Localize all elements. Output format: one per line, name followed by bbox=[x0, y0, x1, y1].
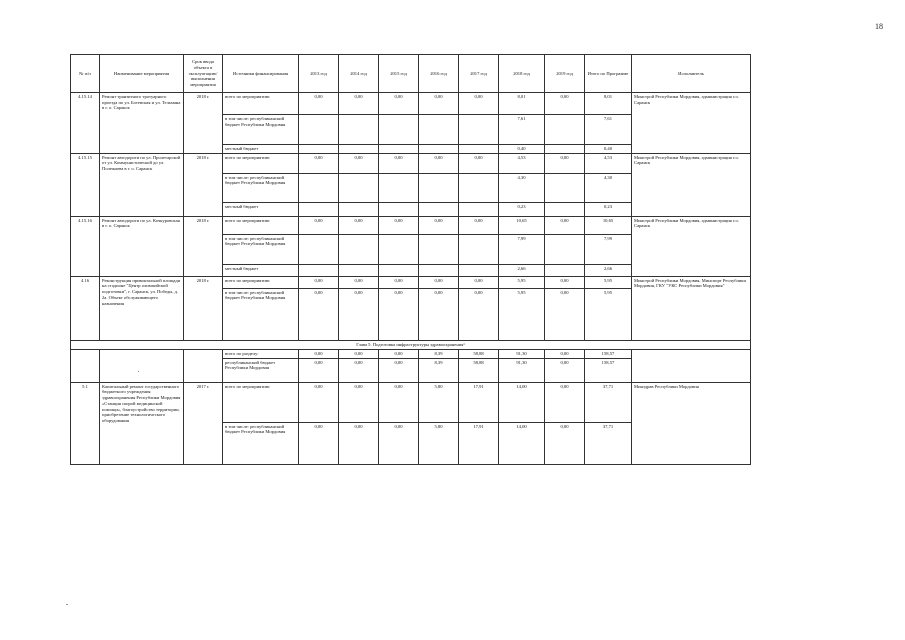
row-name: Капитальный ремонт государственного бюджетного учреждения здравоохранения Республики Мордовия «Станция скорой медицинской помощи», благоустройство территории, приобретение технологического оборудования bbox=[100, 382, 184, 464]
value-2018: 91,30 bbox=[499, 358, 545, 382]
value-total: 2,66 bbox=[585, 264, 632, 276]
value-2015: 0,00 bbox=[379, 349, 419, 358]
header-2019: 2019 год bbox=[545, 55, 585, 93]
value-2013: 0,00 bbox=[299, 422, 339, 464]
row-name: Ремонт автодороги по ул. Пролетарской от ул. Коммунистической до ул. Полежаева в г. о. Саранск bbox=[100, 153, 184, 216]
value-2015: 0,00 bbox=[379, 216, 419, 234]
value-2017: 17,91 bbox=[459, 422, 499, 464]
value-2013: 0,00 bbox=[299, 216, 339, 234]
value-2018: 10,65 bbox=[499, 216, 545, 234]
row-number: 4.15.14 bbox=[71, 93, 100, 154]
row-source: местный бюджет bbox=[223, 202, 299, 216]
row-source: в том числе: республиканский бюджет Республики Мордовия bbox=[223, 115, 299, 145]
value-2015: 0,00 bbox=[379, 382, 419, 422]
value-2018: 0,40 bbox=[499, 145, 545, 154]
value-2013: 0,00 bbox=[299, 382, 339, 422]
value-2018: 4,30 bbox=[499, 173, 545, 202]
section-heading: Глава 5. Подготовка инфраструктуры здравоохранения¹ bbox=[71, 340, 751, 349]
value-total: 0,23 bbox=[585, 202, 632, 216]
scan-speck bbox=[66, 604, 68, 605]
row-executor: Минстрой Республики Мордовия, администрация г.о. Саранск bbox=[632, 93, 751, 154]
value-2016: 5,80 bbox=[419, 382, 459, 422]
header-2013: 2013 год bbox=[299, 55, 339, 93]
row-executor: Минздрав Республики Мордовия bbox=[632, 382, 751, 464]
header-total: Итого по Программе bbox=[585, 55, 632, 93]
value-2015: 0,00 bbox=[379, 93, 419, 115]
value-2014: 0,00 bbox=[339, 216, 379, 234]
row-executor: Минстрой Республики Мордовия, администрация г.о. Саранск bbox=[632, 153, 751, 216]
table-row bbox=[71, 349, 751, 358]
value-total: 0,40 bbox=[585, 145, 632, 154]
value-2016: 8,39 bbox=[419, 349, 459, 358]
value-2019: 0,00 bbox=[545, 276, 585, 288]
value-total: 4,30 bbox=[585, 173, 632, 202]
value-2017: 0,00 bbox=[459, 288, 499, 340]
value-total: 37,71 bbox=[585, 382, 632, 422]
row-name: Ремонт транзитного тротуарного проезда по ул. Ботевская и ул. Тельмана в г. о. Саранск bbox=[100, 93, 184, 154]
value-2013: 0,00 bbox=[299, 153, 339, 173]
value-2015: 0,00 bbox=[379, 358, 419, 382]
page-number: 18 bbox=[875, 22, 883, 31]
header-name: Наименование мероприятия bbox=[100, 55, 184, 93]
row-source: всего по мероприятию: bbox=[223, 216, 299, 234]
row-number: 5.1 bbox=[71, 382, 100, 464]
row-deadline: 2018 г. bbox=[184, 93, 223, 154]
value-total: 4,53 bbox=[585, 153, 632, 173]
row-source: местный бюджет bbox=[223, 264, 299, 276]
section-row bbox=[71, 340, 751, 349]
value-2017: 17,91 bbox=[459, 382, 499, 422]
row-number: 4.16 bbox=[71, 276, 100, 340]
row-deadline: 2018 г. bbox=[184, 216, 223, 276]
row-source: в том числе: республиканский бюджет Республики Мордовия bbox=[223, 422, 299, 464]
value-2016: 0,00 bbox=[419, 276, 459, 288]
table-row bbox=[71, 216, 751, 234]
table-row bbox=[71, 153, 751, 173]
table-row bbox=[71, 382, 751, 422]
value-2014: 0,00 bbox=[339, 358, 379, 382]
value-2018: 5,95 bbox=[499, 276, 545, 288]
value-2018: 0,23 bbox=[499, 202, 545, 216]
header-executor: Исполнитель bbox=[632, 55, 751, 93]
row-source: всего по разделу: bbox=[223, 349, 299, 358]
value-2014: 0,00 bbox=[339, 153, 379, 173]
header-2016: 2016 год bbox=[419, 55, 459, 93]
header-source: Источники финансирования bbox=[223, 55, 299, 93]
value-2018: 91,30 bbox=[499, 349, 545, 358]
row-executor: Минстрой Республики Мордовия, Минспорт Республики Мордовия, ГКУ "УКС Республики Мордовия" bbox=[632, 276, 751, 340]
row-source: всего по мероприятию: bbox=[223, 382, 299, 422]
value-2015: 0,00 bbox=[379, 422, 419, 464]
value-2019: 0,00 bbox=[545, 216, 585, 234]
value-2019: 0,00 bbox=[545, 382, 585, 422]
row-executor: Минстрой Республики Мордовия, администрация г.о. Саранск bbox=[632, 216, 751, 276]
program-table bbox=[70, 54, 751, 465]
value-total: 8,01 bbox=[585, 93, 632, 115]
row-source: всего по мероприятию: bbox=[223, 93, 299, 115]
value-2018: 5,95 bbox=[499, 288, 545, 340]
value-2014: 0,00 bbox=[339, 382, 379, 422]
value-2016: 8,39 bbox=[419, 358, 459, 382]
row-source: всего по мероприятию: bbox=[223, 276, 299, 288]
row-name: Реконструкция привокзальной площади на стадионе "Центр олимпийской подготовки", г. Саранск, ул. Победы, д. 2а. Объект обслуживающего назначения bbox=[100, 276, 184, 340]
value-2017: 0,00 bbox=[459, 93, 499, 115]
header-2015: 2015 год bbox=[379, 55, 419, 93]
value-2013: 0,00 bbox=[299, 288, 339, 340]
row-source: местный бюджет bbox=[223, 145, 299, 154]
value-2014: 0,00 bbox=[339, 422, 379, 464]
header-2014: 2014 год bbox=[339, 55, 379, 93]
value-total: 158,57 bbox=[585, 358, 632, 382]
header-deadline: Срок ввода объекта в эксплуатацию/ выполнения мероприятия bbox=[184, 55, 223, 93]
value-2013: 0,00 bbox=[299, 93, 339, 115]
value-2015: 0,00 bbox=[379, 276, 419, 288]
row-source: в том числе: республиканский бюджет Республики Мордовия bbox=[223, 173, 299, 202]
value-2018: 8,01 bbox=[499, 93, 545, 115]
value-2016: 5,80 bbox=[419, 422, 459, 464]
value-total: 7,61 bbox=[585, 115, 632, 145]
value-2017: 58,88 bbox=[459, 358, 499, 382]
value-2018: 7,61 bbox=[499, 115, 545, 145]
value-total: 37,71 bbox=[585, 422, 632, 464]
value-2015: 0,00 bbox=[379, 288, 419, 340]
value-2019: 0,00 bbox=[545, 422, 585, 464]
value-2014: 0,00 bbox=[339, 349, 379, 358]
value-2013: 0,00 bbox=[299, 276, 339, 288]
value-2016: 0,00 bbox=[419, 153, 459, 173]
value-2018: 14,00 bbox=[499, 422, 545, 464]
value-2017: 0,00 bbox=[459, 276, 499, 288]
value-2018: 7,99 bbox=[499, 234, 545, 264]
value-2019: 0,00 bbox=[545, 358, 585, 382]
value-2019: 0,00 bbox=[545, 93, 585, 115]
value-2014: 0,00 bbox=[339, 288, 379, 340]
value-2014: 0,00 bbox=[339, 276, 379, 288]
value-2017: 0,00 bbox=[459, 216, 499, 234]
header-row bbox=[71, 55, 751, 93]
value-2017: 0,00 bbox=[459, 153, 499, 173]
value-2014: 0,00 bbox=[339, 93, 379, 115]
value-2013: 0,00 bbox=[299, 358, 339, 382]
value-total: 158,57 bbox=[585, 349, 632, 358]
header-num: № п/п bbox=[71, 55, 100, 93]
header-2017: 2017 год bbox=[459, 55, 499, 93]
table-row bbox=[71, 276, 751, 288]
row-name: Ремонт автодороги по ул. Кочкуровская в г. о. Саранск bbox=[100, 216, 184, 276]
value-2018: 2,66 bbox=[499, 264, 545, 276]
value-2016: 0,00 bbox=[419, 288, 459, 340]
value-2017: 58,88 bbox=[459, 349, 499, 358]
scan-speck bbox=[138, 371, 139, 372]
row-source: в том числе: республиканский бюджет Республики Мордовия bbox=[223, 234, 299, 264]
row-deadline: 2018 г. bbox=[184, 276, 223, 340]
row-number: 4.15.15 bbox=[71, 153, 100, 216]
value-2015: 0,00 bbox=[379, 153, 419, 173]
value-total: 5,95 bbox=[585, 276, 632, 288]
value-2013: 0,00 bbox=[299, 349, 339, 358]
row-source: республиканский бюджет Республики Мордовия bbox=[223, 358, 299, 382]
value-2019: 0,00 bbox=[545, 288, 585, 340]
value-total: 10,65 bbox=[585, 216, 632, 234]
header-2018: 2018 год bbox=[499, 55, 545, 93]
value-2018: 4,53 bbox=[499, 153, 545, 173]
row-source: в том числе: республиканский бюджет Республики Мордовия bbox=[223, 288, 299, 340]
row-source: всего по мероприятию: bbox=[223, 153, 299, 173]
row-deadline: 2017 г. bbox=[184, 382, 223, 464]
row-number: 4.15.16 bbox=[71, 216, 100, 276]
value-2019: 0,00 bbox=[545, 153, 585, 173]
row-deadline: 2018 г. bbox=[184, 153, 223, 216]
value-2016: 0,00 bbox=[419, 93, 459, 115]
table-row bbox=[71, 93, 751, 115]
value-2016: 0,00 bbox=[419, 216, 459, 234]
value-total: 7,99 bbox=[585, 234, 632, 264]
value-2018: 14,00 bbox=[499, 382, 545, 422]
value-total: 5,95 bbox=[585, 288, 632, 340]
value-2019: 0,00 bbox=[545, 349, 585, 358]
